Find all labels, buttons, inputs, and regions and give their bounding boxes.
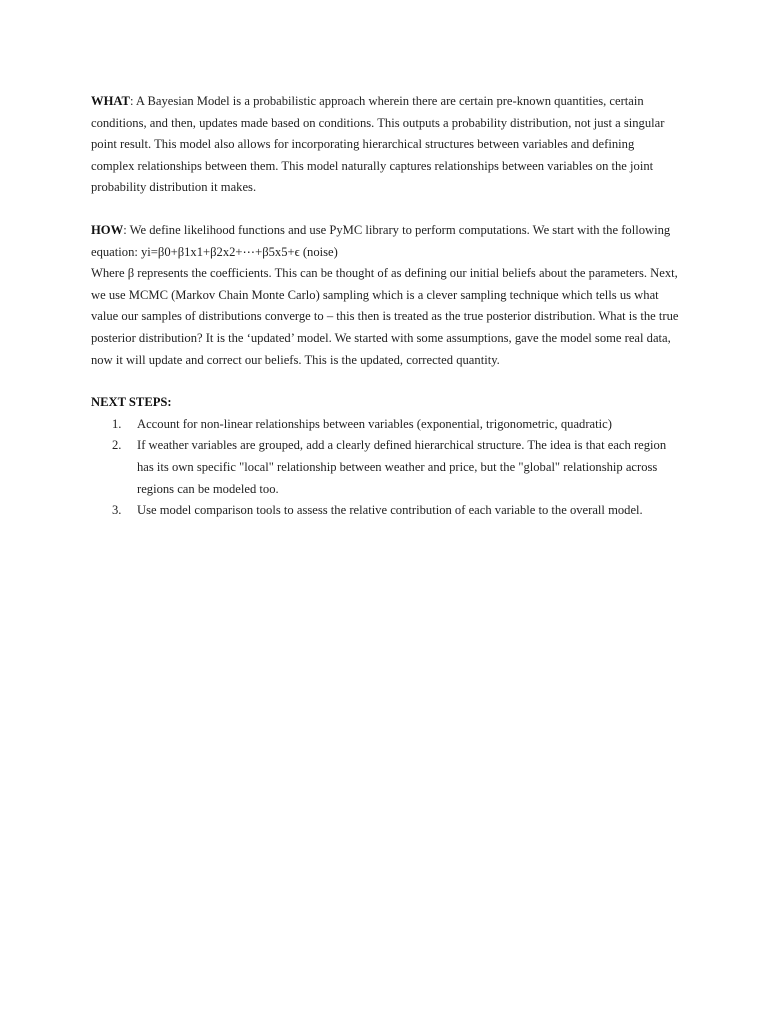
list-item-number: 1. xyxy=(112,416,122,431)
how-paragraph xyxy=(91,220,679,371)
what-heading: WHAT xyxy=(91,94,130,108)
next-steps-heading: NEXT STEPS: xyxy=(91,395,172,410)
list-item xyxy=(91,414,679,436)
list-item xyxy=(91,435,679,500)
list-item-text: Use model comparison tools to assess the relative contribution of each variable to the overall model. xyxy=(137,503,643,518)
how-body: : We define likelihood functions and use PyMC library to perform computations. We start with the following equation: yi=β0+β1x1+β2x2+⋯+β5x5+ϵ (noise) xyxy=(91,222,671,259)
document-page xyxy=(91,91,679,522)
what-paragraph xyxy=(91,91,679,199)
how-body-continued: Where β represents the coefficients. This can be thought of as defining our initial beliefs about the parameters. Next, we use MCMC (Markov Chain Monte Carlo) sampling which is a clever sampling technique which tells us what value our samples of distributions converge to – this then is treated as the true posterior distribution. What is the true posterior distribution? It is the ‘updated’ model. We started with some assumptions, gave the model some real data, now it will update and correct our beliefs. This is the updated, corrected quantity. xyxy=(91,266,679,367)
next-steps-list xyxy=(91,414,679,522)
what-body: : A Bayesian Model is a probabilistic approach wherein there are certain pre-known quantities, certain conditions, and then, updates made based on conditions. This outputs a probability distribution, not just a singular point result. This model also allows for incorporating hierarchical structures between variables and defining complex relationships between them. This model naturally captures relationships between variables on the joint probability distribution it makes. xyxy=(91,94,665,195)
list-item-number: 3. xyxy=(112,503,122,518)
list-item-text: Account for non-linear relationships between variables (exponential, trigonometric, quadratic) xyxy=(137,416,612,431)
list-item xyxy=(91,500,679,522)
next-steps-section xyxy=(91,392,679,522)
list-item-number: 2. xyxy=(112,438,122,453)
how-heading: HOW xyxy=(91,222,124,237)
list-item-text: If weather variables are grouped, add a clearly defined hierarchical structure. The idea is that each region has its own specific "local" relationship between weather and price, but the "global" relationship across regions can be modeled too. xyxy=(137,438,667,496)
